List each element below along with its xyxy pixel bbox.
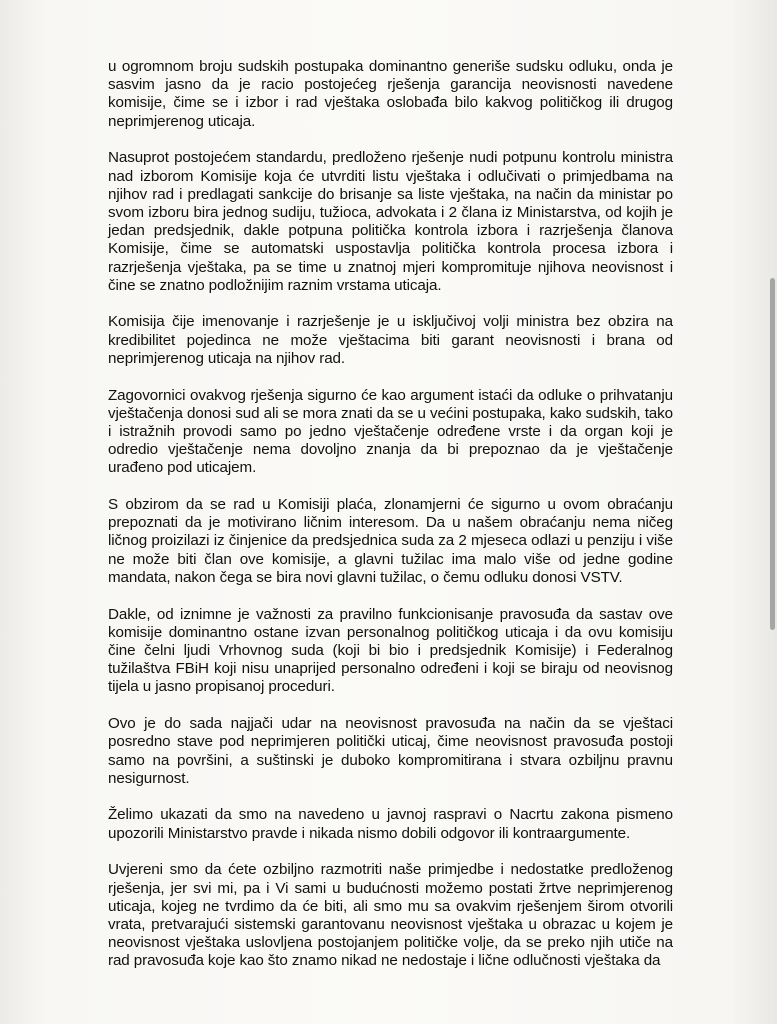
paragraph-5: S obzirom da se rad u Komisiji plaća, zlonamjerni će sigurno u ovom obraćanju prepoznati da je motivirano ličnim interesom. Da u našem obraćanju nema ničeg ličnog proizilazi iz činjenice da predsjednica suda za 2 mjeseca odlazi u penziju i više ne može biti član ove komisije, a glavni tužilac ima malo više od jedne godine mandata, nakon čega se bira novi glavni tužilac, o čemu odluku donosi VSTV. [108,496,673,586]
document-body [108,58,673,989]
paragraph-7: Ovo je do sada najjači udar na neovisnost pravosuđa na način da se vještaci posredno stave pod neprimjeren politički uticaj, čime neovisnost pravosuđa postoji samo na površini, a suštinski je duboko kompromitirana i stvara ozbiljnu pravnu nesigurnost. [108,715,673,787]
paragraph-3: Komisija čije imenovanje i razrješenje je u isključivoj volji ministra bez obzira na kredibilitet pojedinca ne može vještacima biti garant neovisnosti i brana od neprimjerenog uticaja na njihov rad. [108,313,673,367]
paragraph-2: Nasuprot postojećem standardu, predloženo rješenje nudi potpunu kontrolu ministra nad izborom Komisije koja će utvrditi listu vještaka i odlučivati o primjedbama na njihov rad i predlagati sankcije do brisanje sa liste vještaka, na način da ministar po svom izboru bira jednog sudiju, tužioca, advokata i 2 člana iz Ministarstva, od kojih je jedan predsjednik, dakle potpuna politička kontrola izbora i razrješenja članova Komisije, čime se automatski uspostavlja politička kontrola procesa izbora i razrješenja vještaka, pa se time u znatnoj mjeri kompromituje njihova neovisnost i čine se znatno podložnijim raznim vrstama uticaja. [108,149,673,294]
paragraph-9: Uvjereni smo da ćete ozbiljno razmotriti naše primjedbe i nedostatke predloženog rješenja, jer svi mi, pa i Vi sami u budućnosti možemo postati žrtve neprimjerenog uticaja, kojeg ne tvrdimo da će biti, ali smo mu sa ovakvim rješenjem širom otvorili vrata, pretvarajući sistemski garantovanu neovisnost vještaka u obrazac u kojem je neovisnost vještaka uslovljena postojanjem političke volje, da se preko njih utiče na rad pravosuđa koje kao što znamo nikad ne nedostaje i lične odlučnosti vještaka da [108,861,673,970]
paragraph-6: Dakle, od iznimne je važnosti za pravilno funkcionisanje pravosuđa da sastav ove komisije dominantno ostane izvan personalnog političkog uticaja i da ovu komisiju čine čelni ljudi Vrhovnog suda (koji bi bio i predsjednik Komisije) i Federalnog tužilaštva FBiH koji nisu unaprijed personalno određeni i koji se biraju od neovisnog tijela u jasno propisanoj proceduri. [108,605,673,696]
vertical-scrollbar[interactable] [770,278,775,630]
paragraph-1: u ogromnom broju sudskih postupaka dominantno generiše sudsku odluku, onda je sasvim jasno da je racio postojećeg rješenja garancija neovisnosti navedene komisije, čime se i izbor i rad vještaka oslobađa bilo kakvog političkog ili drugog neprimjerenog uticaja. [108,58,673,130]
paragraph-8: Želimo ukazati da smo na navedeno u javnoj raspravi o Nacrtu zakona pismeno upozorili Ministarstvo pravde i nikada nismo dobili odgovor ili kontraargumente. [108,806,673,842]
paragraph-4: Zagovornici ovakvog rješenja sigurno će kao argument istaći da odluke o prihvatanju vještačenja donosi sud ali se mora znati da se u većini postupaka, kako sudskih, tako i istražnih provodi samo po jedno vještačenje određene vrste i da organ koji je odredio vještačenje nema dovoljno znanja da bi prepoznao da je vještačenje urađeno pod uticajem. [108,386,673,477]
